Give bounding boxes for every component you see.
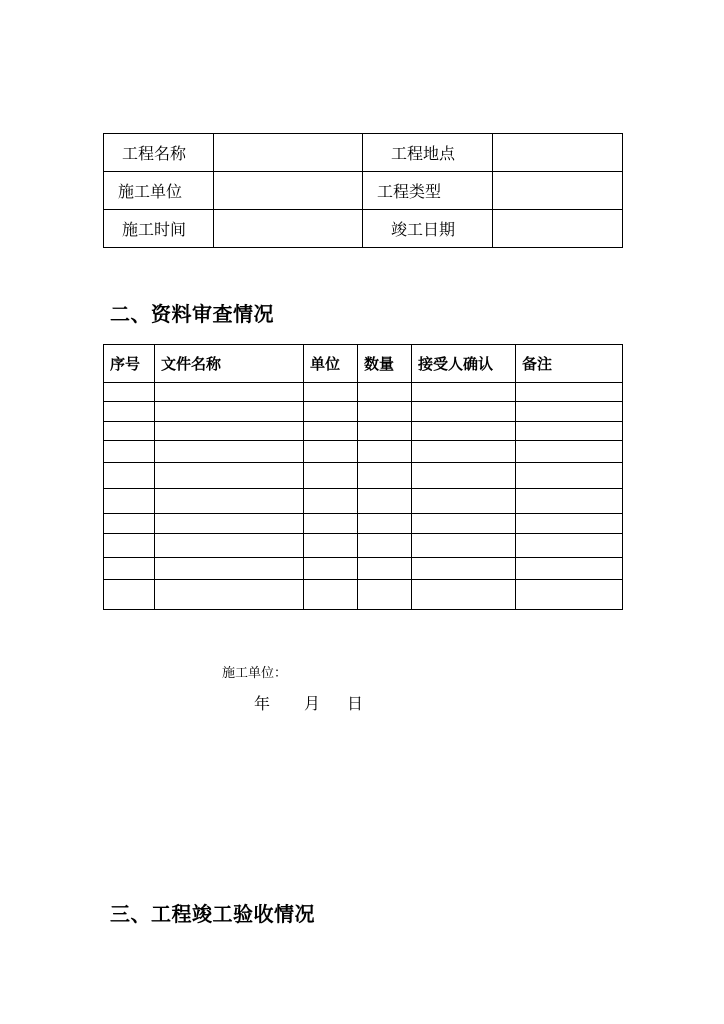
table-cell[interactable] <box>155 383 304 402</box>
table-cell[interactable] <box>155 441 304 463</box>
table-cell[interactable] <box>155 558 304 580</box>
table-cell[interactable] <box>155 514 304 534</box>
table-cell[interactable] <box>155 402 304 422</box>
table-cell[interactable] <box>304 514 358 534</box>
table-cell[interactable] <box>516 514 623 534</box>
table-cell[interactable] <box>516 558 623 580</box>
table-cell[interactable] <box>155 463 304 489</box>
table-cell[interactable] <box>304 580 358 610</box>
review-table-body <box>104 383 623 610</box>
table-cell[interactable] <box>104 463 155 489</box>
info-row-name <box>104 134 623 172</box>
signature-day-label: 日 <box>347 694 364 713</box>
project-location-value[interactable] <box>493 134 623 172</box>
table-cell[interactable] <box>104 514 155 534</box>
table-cell[interactable] <box>155 580 304 610</box>
table-cell[interactable] <box>104 402 155 422</box>
review-table-header-row <box>104 345 623 383</box>
table-cell[interactable] <box>304 402 358 422</box>
project-name-label: 工程名称 <box>104 134 214 172</box>
project-info-table <box>103 133 623 248</box>
table-cell[interactable] <box>358 580 412 610</box>
table-cell[interactable] <box>358 441 412 463</box>
table-cell[interactable] <box>516 489 623 514</box>
col-header-quantity: 数量 <box>358 345 412 383</box>
table-cell[interactable] <box>516 534 623 558</box>
table-cell[interactable] <box>412 489 516 514</box>
info-row-unit <box>104 172 623 210</box>
table-cell[interactable] <box>516 463 623 489</box>
table-row <box>104 558 623 580</box>
construction-time-label: 施工时间 <box>104 210 214 248</box>
project-type-value[interactable] <box>493 172 623 210</box>
table-cell[interactable] <box>412 580 516 610</box>
table-cell[interactable] <box>412 441 516 463</box>
section-heading-document-review: 二、资料审查情况 <box>110 302 274 326</box>
table-cell[interactable] <box>358 422 412 441</box>
construction-time-value[interactable] <box>214 210 363 248</box>
table-cell[interactable] <box>358 402 412 422</box>
table-cell[interactable] <box>304 441 358 463</box>
table-cell[interactable] <box>358 534 412 558</box>
signature-unit-label: 施工单位： <box>222 666 288 681</box>
table-cell[interactable] <box>358 463 412 489</box>
table-cell[interactable] <box>516 580 623 610</box>
document-review-table <box>103 344 623 610</box>
completion-date-value[interactable] <box>493 210 623 248</box>
signature-month-label: 月 <box>304 694 321 713</box>
completion-date-label: 竣工日期 <box>363 210 493 248</box>
table-cell[interactable] <box>412 514 516 534</box>
table-cell[interactable] <box>412 422 516 441</box>
col-header-serial: 序号 <box>104 345 155 383</box>
table-cell[interactable] <box>104 558 155 580</box>
table-cell[interactable] <box>412 463 516 489</box>
section-heading-completion-acceptance: 三、工程竣工验收情况 <box>110 902 315 926</box>
table-row <box>104 441 623 463</box>
table-cell[interactable] <box>516 441 623 463</box>
project-name-value[interactable] <box>214 134 363 172</box>
table-cell[interactable] <box>516 422 623 441</box>
project-location-label: 工程地点 <box>363 134 493 172</box>
table-cell[interactable] <box>358 514 412 534</box>
construction-unit-label: 施工单位 <box>104 172 214 210</box>
table-cell[interactable] <box>104 489 155 514</box>
table-cell[interactable] <box>104 441 155 463</box>
table-cell[interactable] <box>304 558 358 580</box>
project-type-label: 工程类型 <box>363 172 493 210</box>
table-cell[interactable] <box>412 534 516 558</box>
table-row <box>104 580 623 610</box>
table-row <box>104 402 623 422</box>
table-cell[interactable] <box>358 489 412 514</box>
table-cell[interactable] <box>304 383 358 402</box>
table-cell[interactable] <box>104 422 155 441</box>
table-cell[interactable] <box>155 534 304 558</box>
table-cell[interactable] <box>155 422 304 441</box>
table-cell[interactable] <box>304 463 358 489</box>
col-header-unit: 单位 <box>304 345 358 383</box>
table-cell[interactable] <box>304 422 358 441</box>
table-cell[interactable] <box>104 534 155 558</box>
table-row <box>104 422 623 441</box>
table-row <box>104 489 623 514</box>
table-cell[interactable] <box>412 402 516 422</box>
table-cell[interactable] <box>358 383 412 402</box>
table-cell[interactable] <box>104 580 155 610</box>
col-header-remarks: 备注 <box>516 345 623 383</box>
table-cell[interactable] <box>304 489 358 514</box>
construction-unit-value[interactable] <box>214 172 363 210</box>
table-cell[interactable] <box>412 383 516 402</box>
table-cell[interactable] <box>104 383 155 402</box>
info-row-time <box>104 210 623 248</box>
table-cell[interactable] <box>358 558 412 580</box>
table-cell[interactable] <box>155 489 304 514</box>
table-row <box>104 463 623 489</box>
table-row <box>104 514 623 534</box>
table-cell[interactable] <box>412 558 516 580</box>
col-header-file-name: 文件名称 <box>155 345 304 383</box>
signature-year-label: 年 <box>254 694 271 713</box>
table-cell[interactable] <box>516 383 623 402</box>
table-row <box>104 383 623 402</box>
table-row <box>104 534 623 558</box>
col-header-receiver-confirm: 接受人确认 <box>412 345 516 383</box>
table-cell[interactable] <box>516 402 623 422</box>
table-cell[interactable] <box>304 534 358 558</box>
